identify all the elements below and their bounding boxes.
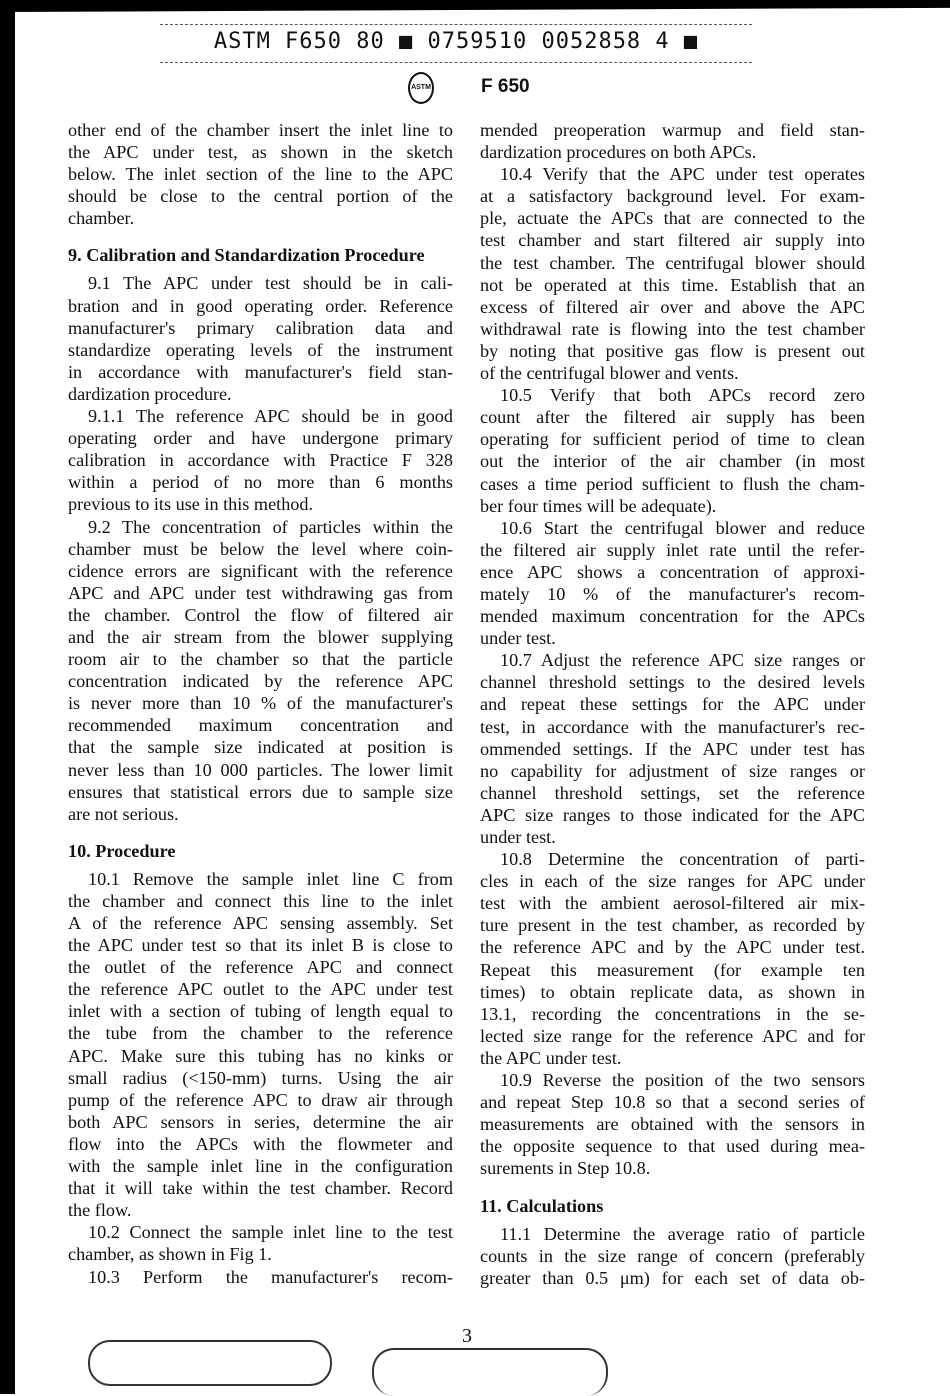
text-line: 9.1.1 The reference APC should be in good (88, 406, 453, 427)
astm-logo-icon: ASTM (408, 72, 434, 104)
text-line: the reference APC and by the APC under test. (480, 937, 865, 958)
text-line: operating for sufficient period of time to clean (480, 429, 865, 450)
text-line: out the interior of the air chamber (in most (480, 451, 865, 472)
text-line: previous to its use in this method. (68, 494, 314, 515)
paragraph (480, 649, 865, 848)
text-line: and repeat these settings for the APC under (480, 694, 865, 715)
text-line: not be operated at this time. Establish that an (480, 274, 865, 295)
text-line: both APC sensors in series, determine the air (68, 1111, 453, 1132)
text-line: 9.2 The concentration of particles within the (88, 516, 453, 537)
text-line: at a satisfactory background level. For exam- (480, 186, 865, 207)
page-number: 3 (462, 1325, 472, 1347)
text-line: 10.5 Verify that both APCs record zero (500, 385, 865, 406)
text-line: bration and in good operating order. Reference (68, 295, 453, 316)
paragraph (480, 163, 865, 384)
text-line: the APC under test, as shown in the sketch (68, 142, 453, 163)
text-line: 10.1 Remove the sample inlet line C from (88, 868, 453, 889)
text-line: pump of the reference APC to draw air through (68, 1089, 453, 1110)
header-rule-top (160, 24, 752, 25)
text-line: inlet with a section of tubing of length equal to (68, 1001, 453, 1022)
paragraph (68, 1221, 453, 1265)
paragraph (480, 384, 865, 517)
text-line: A of the reference APC sensing assembly. Set (68, 913, 453, 933)
section-heading: 11. Calculations (480, 1195, 604, 1216)
text-line: test, in accordance with the manufacturer's rec- (480, 716, 865, 737)
text-line: 10.2 Connect the sample inlet line to the test (88, 1222, 453, 1243)
paragraph (68, 272, 453, 405)
text-line: 10.7 Adjust the reference APC size ranges or (500, 650, 865, 671)
text-line: channel threshold settings to the desired levels (480, 672, 865, 693)
text-line: chamber must be below the level where coin- (68, 538, 453, 559)
text-line: lected size range for the reference APC and for (480, 1025, 865, 1046)
text-line: ture present in the test chamber, as recorded by (480, 915, 865, 936)
text-line: the test chamber. The centrifugal blower should (480, 252, 865, 273)
text-line: with the sample inlet line in the configuration (68, 1156, 453, 1177)
text-line: withdrawal rate is flowing into the test chamber (480, 318, 865, 339)
text-line: the flow. (68, 1200, 132, 1221)
text-line: ence APC shows a concentration of approxi- (480, 561, 865, 582)
scan-border-top (0, 0, 950, 12)
text-line: standardize operating levels of the instrument (68, 339, 453, 360)
left-column (68, 119, 453, 1288)
header-rule-bottom (160, 62, 752, 63)
text-line: below. The inlet section of the line to the APC (68, 164, 453, 185)
text-line: measurements are obtained with the sensors in (480, 1114, 865, 1135)
text-line: 13.1, recording the concentrations in the se- (480, 1003, 865, 1024)
text-line: the chamber. Control the flow of filtered air (68, 604, 453, 625)
text-line: mately 10 % of the manufacturer's recom- (480, 583, 865, 604)
text-line: Repeat this measurement (for example ten (480, 959, 865, 980)
text-line: APC and APC under test withdrawing gas from (68, 582, 453, 603)
text-line: cidence errors are significant with the reference (68, 560, 453, 581)
text-line: 10.6 Start the centrifugal blower and reduce (500, 517, 865, 538)
text-line: that the sample size indicated at position is (68, 737, 453, 758)
text-line: and the air stream from the blower supplying (68, 626, 453, 647)
text-line: surements in Step 10.8. (480, 1158, 651, 1179)
text-line: the opposite sequence to that used during mea- (480, 1136, 865, 1157)
text-line: concentration indicated by the reference APC (68, 671, 453, 692)
text-line: test with the ambient aerosol-filtered air mix- (480, 893, 865, 914)
text-line: 10.4 Verify that the APC under test operates (500, 164, 865, 185)
text-line: greater than 0.5 μm) for each set of data ob- (480, 1267, 865, 1288)
text-line: chamber, as shown in Fig 1. (68, 1244, 272, 1265)
text-line: ensures that statistical errors due to sample size (68, 781, 453, 802)
standard-designation: F 650 (481, 76, 530, 97)
text-line: of the centrifugal blower and vents. (480, 363, 739, 384)
paragraph (68, 868, 453, 1222)
text-line: mended preoperation warmup and field stan- (480, 120, 865, 140)
paragraph (68, 516, 453, 825)
text-line: room air to the chamber so that the particle (68, 649, 453, 670)
text-line: excess of filtered air over and above the APC (480, 296, 865, 317)
document-code: ASTM F650 80 ■ 0759510 0052858 4 ■ (213, 29, 699, 54)
paragraph (480, 1069, 865, 1179)
text-line: times) to obtain replicate data, as shown in (480, 981, 865, 1002)
paragraph (68, 119, 453, 229)
text-line: chamber. (68, 208, 135, 229)
text-line: dardization procedure. (68, 383, 232, 404)
text-line: other end of the chamber insert the inlet line to (68, 120, 453, 140)
text-line: no capability for adjustment of size ranges or (480, 760, 865, 781)
text-line: the APC under test so that its inlet B is close to (68, 935, 453, 956)
paragraph (480, 119, 865, 163)
decorative-oval-right (372, 1348, 608, 1396)
text-line: the APC under test. (480, 1047, 622, 1068)
text-line: 10.8 Determine the concentration of parti- (500, 849, 865, 870)
text-line: APC. Make sure this tubing has no kinks or (68, 1045, 453, 1066)
text-line: is never more than 10 % of the manufacturer's (68, 693, 453, 714)
right-column (480, 119, 865, 1289)
text-line: counts in the size range of concern (preferably (480, 1245, 865, 1266)
section-heading: 9. Calibration and Standardization Procedure (68, 245, 425, 266)
paragraph (68, 405, 453, 515)
text-line: the outlet of the reference APC and connect (68, 957, 453, 978)
text-line: 10.9 Reverse the position of the two sensors (500, 1070, 865, 1091)
text-line: ple, actuate the APCs that are connected to the (480, 208, 865, 229)
text-line: cles in each of the size ranges for APC under (480, 871, 865, 892)
text-line: never less than 10 000 particles. The lower limit (68, 759, 453, 780)
text-line: recommended maximum concentration and (68, 715, 453, 736)
text-line: calibration in accordance with Practice F 328 (68, 450, 453, 471)
text-line: and repeat Step 10.8 so that a second series of (480, 1092, 865, 1113)
text-line: 10.3 Perform the manufacturer's recom- (88, 1266, 453, 1287)
text-line: cases a time period sufficient to flush the cham- (480, 473, 865, 494)
text-line: in accordance with manufacturer's field stan- (68, 361, 453, 382)
text-line: mended maximum concentration for the APCs (480, 606, 865, 627)
paragraph (480, 1223, 865, 1289)
paragraph (480, 848, 865, 1069)
text-line: test chamber and start filtered air supply into (480, 230, 865, 251)
paragraph (68, 1266, 453, 1288)
text-line: ber four times will be adequate). (480, 495, 717, 516)
text-line: APC size ranges to those indicated for the APC (480, 804, 865, 825)
text-line: the chamber and connect this line to the inlet (68, 890, 453, 911)
text-line: dardization procedures on both APCs. (480, 142, 757, 163)
text-line: under test. (480, 628, 556, 649)
text-line: should be close to the central portion of the (68, 186, 453, 207)
text-line: ommended settings. If the APC under test has (480, 738, 865, 759)
paragraph (480, 517, 865, 650)
text-line: channel threshold settings, set the reference (480, 782, 865, 803)
text-line: within a period of no more than 6 months (68, 472, 453, 493)
text-line: the tube from the chamber to the reference (68, 1023, 453, 1044)
text-line: manufacturer's primary calibration data and (68, 317, 453, 338)
text-line: 11.1 Determine the average ratio of particle (500, 1223, 865, 1244)
text-line: under test. (480, 827, 556, 847)
decorative-oval-left (88, 1340, 332, 1386)
text-line: count after the filtered air supply has been (480, 407, 865, 428)
text-line: are not serious. (68, 803, 179, 824)
text-line: by noting that positive gas flow is present out (480, 340, 865, 361)
text-line: operating order and have undergone primary (68, 428, 453, 449)
text-line: the filtered air supply inlet rate until the refer- (480, 539, 865, 560)
scan-border-left (0, 0, 15, 1394)
text-line: small radius (<150-mm) turns. Using the air (68, 1067, 453, 1088)
text-line: 9.1 The APC under test should be in cali- (88, 273, 453, 294)
text-line: the reference APC outlet to the APC under test (68, 979, 453, 1000)
text-line: flow into the APCs with the flowmeter and (68, 1133, 453, 1154)
text-line: that it will take within the test chamber. Record (68, 1178, 453, 1199)
section-heading: 10. Procedure (68, 840, 176, 861)
